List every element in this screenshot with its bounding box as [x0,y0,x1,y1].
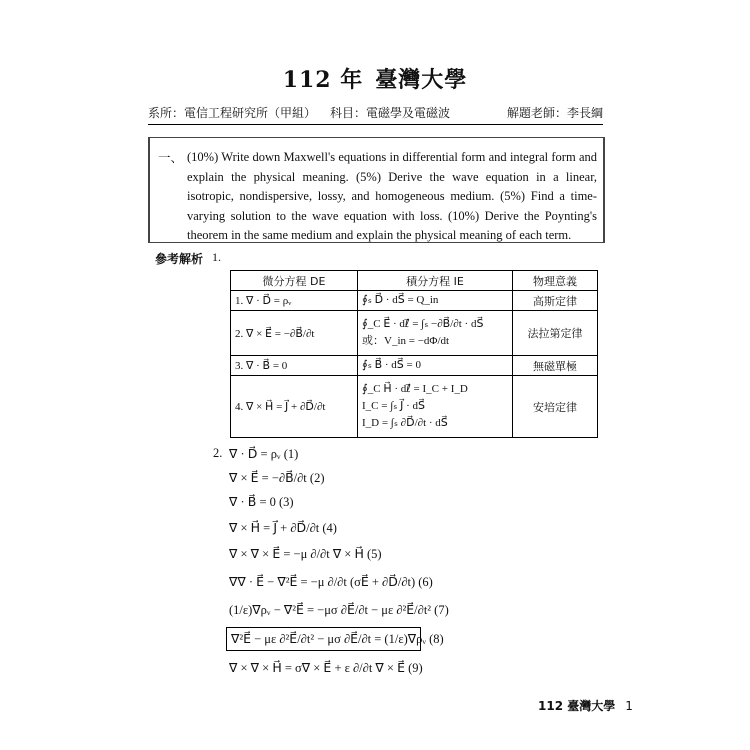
ie-cell [358,311,513,356]
page-title [0,63,750,94]
teacher-label: 解題老師：李長綱 [506,106,603,120]
equation-2: ∇ × E⃗ = −∂B⃗/∂t (2) [229,471,325,485]
header-divider [148,124,603,125]
part-1-number: 1. [212,250,221,264]
ie-cell [358,356,513,376]
equation-1: ∇ · D⃗ = ρᵥ (1) [229,447,299,461]
equation-3: ∇ · B⃗ = 0 (3) [229,495,294,509]
part-2-number: 2. [213,446,223,460]
question-text: (10%) Write down Maxwell's equations in differential form and integral form and explain the physical meaning. (5%) Derive the wave equation in a linear, isotropic, nondispersive, lossy, and homogeneous medium. (5%) Find a time-varying solution to the wave equation with loss. (10%) Derive the Poynting's theorem in the same medium and explain the physical meaning of each term. [187,150,597,243]
ie-line: I_D = ∫ₛ ∂D⃗/∂t · dS⃗ [362,417,448,429]
header-ie: 積分方程 IE [358,271,513,291]
de-cell: 2. ∇ × E⃗ = −∂B⃗/∂t [231,311,358,356]
ie-line: ∮ₛ B⃗ · dS⃗ = 0 [362,359,421,371]
table-header-row [231,271,598,291]
equation-9: ∇ × ∇ × H⃗ = σ∇ × E⃗ + ε ∂/∂t ∇ × E⃗ (9) [229,661,423,675]
question-number: 一、 [158,151,184,165]
header-de: 微分方程 DE [231,271,358,291]
maxwell-equations-table [230,270,598,438]
meaning-cell: 無磁單極 [513,356,598,376]
equation-6: ∇∇ · E⃗ − ∇²E⃗ = −μ ∂/∂t (σE⃗ + ∂D⃗/∂t) (6) [229,575,433,589]
de-cell: 1. ∇ · D⃗ = ρᵥ [231,291,358,311]
reference-label: 參考解析 [155,252,204,266]
question-box [148,137,605,243]
meaning-cell: 法拉第定律 [513,311,598,356]
table-row [231,376,598,438]
ie-line: ∮_C H⃗ · dℓ⃗ = I_C + I_D [362,383,468,395]
table-row [231,356,598,376]
table-row [231,311,598,356]
equation-4: ∇ × H⃗ = J⃗ + ∂D⃗/∂t (4) [229,521,337,535]
ie-line: 或：V_in = −dΦ/dt [362,335,450,347]
meaning-cell: 安培定律 [513,376,598,438]
exam-info-line [148,104,603,121]
header-meaning: 物理意義 [513,271,598,291]
ie-cell [358,291,513,311]
ie-line: ∮_C E⃗ · dℓ⃗ = ∫ₛ −∂B⃗/∂t · dS⃗ [362,318,484,330]
department-label: 系所：電信工程研究所（甲組） [148,106,317,120]
equation-5: ∇ × ∇ × E⃗ = −μ ∂/∂t ∇ × H⃗ (5) [229,547,382,561]
de-cell: 3. ∇ · B⃗ = 0 [231,356,358,376]
exam-year: 112 年 [282,67,364,93]
school-name: 臺灣大學 [375,67,468,93]
ie-cell [358,376,513,438]
meaning-cell: 高斯定律 [513,291,598,311]
subject-label: 科目：電磁學及電磁波 [330,106,451,120]
footer-label: 112 臺灣大學 [538,699,616,713]
equation-7: (1/ε)∇ρᵥ − ∇²E⃗ = −μσ ∂E⃗/∂t − με ∂²E⃗/∂t² (7) [229,603,449,617]
page-footer [538,697,633,714]
equation-8: ∇²E⃗ − με ∂²E⃗/∂t² − μσ ∂E⃗/∂t = (1/ε)∇ρᵥ (8) [231,632,444,646]
page-number: 1 [625,699,633,713]
table-row [231,291,598,311]
ie-line: ∮ₛ D⃗ · dS⃗ = Q_in [362,294,439,306]
ie-line: I_C = ∫ₛ J⃗ · dS⃗ [362,400,425,412]
de-cell: 4. ∇ × H⃗ = J⃗ + ∂D⃗/∂t [231,376,358,438]
